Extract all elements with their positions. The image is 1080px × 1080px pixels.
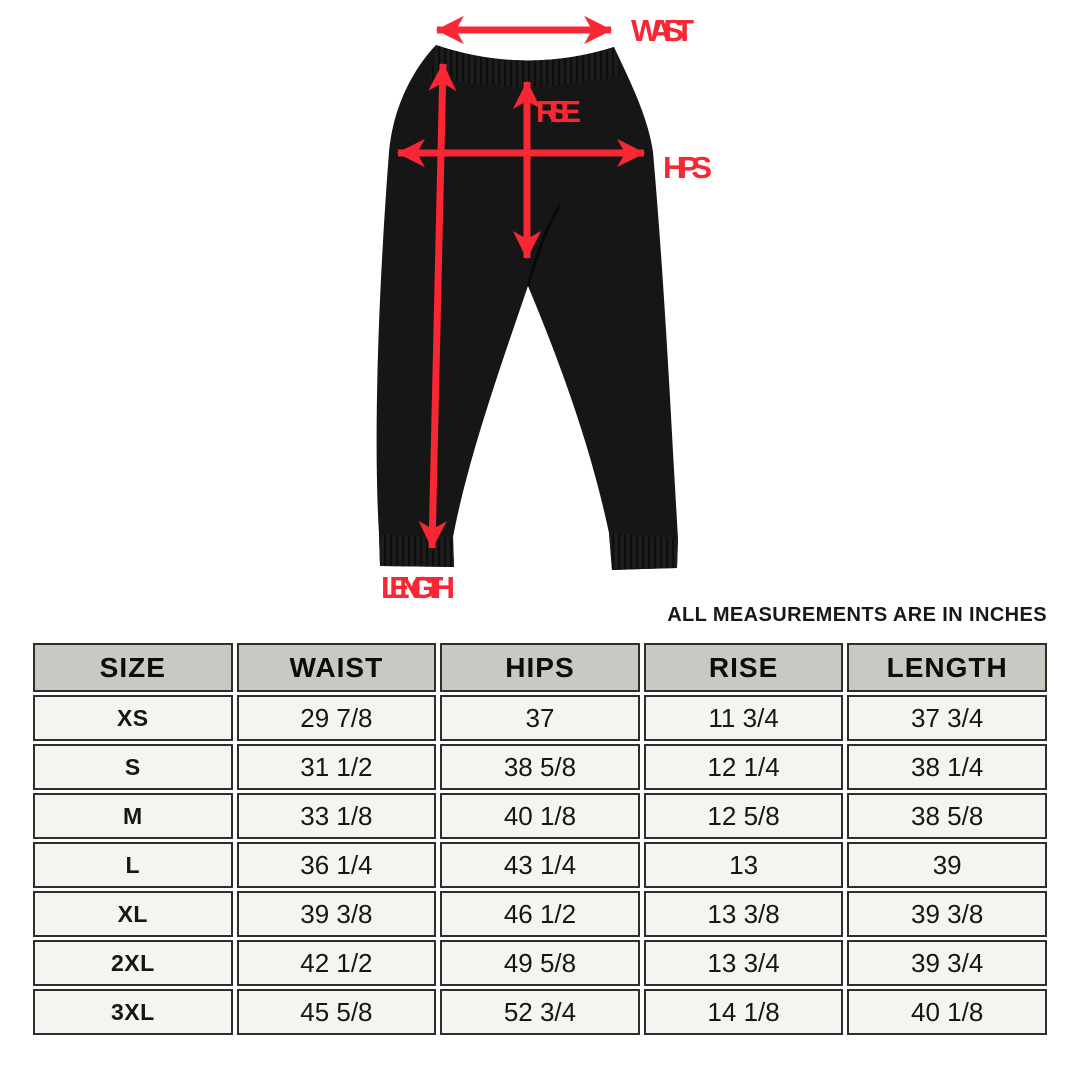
length-value: 38 5/8 (847, 793, 1047, 839)
rise-value: 12 1/4 (644, 744, 844, 790)
table-row-l (33, 842, 1047, 888)
units-note: ALL MEASUREMENTS ARE IN INCHES (667, 604, 1047, 626)
hips-value: 43 1/4 (440, 842, 640, 888)
rise-value: 11 3/4 (644, 695, 844, 741)
length-value: 39 (847, 842, 1047, 888)
waist-value: 42 1/2 (237, 940, 437, 986)
hips-value: 49 5/8 (440, 940, 640, 986)
size-value: M (33, 793, 233, 839)
length-value: 39 3/8 (847, 891, 1047, 937)
table-row-xs (33, 695, 1047, 741)
length-value: 38 1/4 (847, 744, 1047, 790)
size-value: XL (33, 891, 233, 937)
size-value: S (33, 744, 233, 790)
length-label: LENGTH (381, 570, 455, 605)
col-header-hips: HIPS (440, 643, 640, 692)
size-value: 2XL (33, 940, 233, 986)
size-value: 3XL (33, 989, 233, 1035)
waist-value: 39 3/8 (237, 891, 437, 937)
col-header-size: SIZE (33, 643, 233, 692)
col-header-rise: RISE (644, 643, 844, 692)
hips-value: 52 3/4 (440, 989, 640, 1035)
waist-value: 36 1/4 (237, 842, 437, 888)
table-row-3xl (33, 989, 1047, 1035)
left-cuff (379, 534, 454, 567)
table-row-2xl (33, 940, 1047, 986)
header-row (33, 643, 1047, 692)
size-value: XS (33, 695, 233, 741)
length-value: 37 3/4 (847, 695, 1047, 741)
waistband (430, 45, 621, 87)
size-value: L (33, 842, 233, 888)
hips-value: 46 1/2 (440, 891, 640, 937)
rise-value: 13 3/4 (644, 940, 844, 986)
length-value: 39 3/4 (847, 940, 1047, 986)
rise-value: 12 5/8 (644, 793, 844, 839)
right-cuff (609, 533, 678, 570)
rise-value: 13 (644, 842, 844, 888)
hips-value: 37 (440, 695, 640, 741)
size-chart-table (29, 640, 1051, 1038)
rise-label: RISE (536, 94, 581, 129)
table-row-xl (33, 891, 1047, 937)
col-header-waist: WAIST (237, 643, 437, 692)
waist-value: 31 1/2 (237, 744, 437, 790)
rise-value: 13 3/8 (644, 891, 844, 937)
rise-value: 14 1/8 (644, 989, 844, 1035)
table-row-s (33, 744, 1047, 790)
length-value: 40 1/8 (847, 989, 1047, 1035)
hips-value: 38 5/8 (440, 744, 640, 790)
hips-value: 40 1/8 (440, 793, 640, 839)
waist-value: 45 5/8 (237, 989, 437, 1035)
waist-value: 33 1/8 (237, 793, 437, 839)
waist-label: WAIST (631, 13, 694, 48)
hips-label: HIPS (663, 150, 712, 185)
waist-value: 29 7/8 (237, 695, 437, 741)
col-header-length: LENGTH (847, 643, 1047, 692)
table-row-m (33, 793, 1047, 839)
